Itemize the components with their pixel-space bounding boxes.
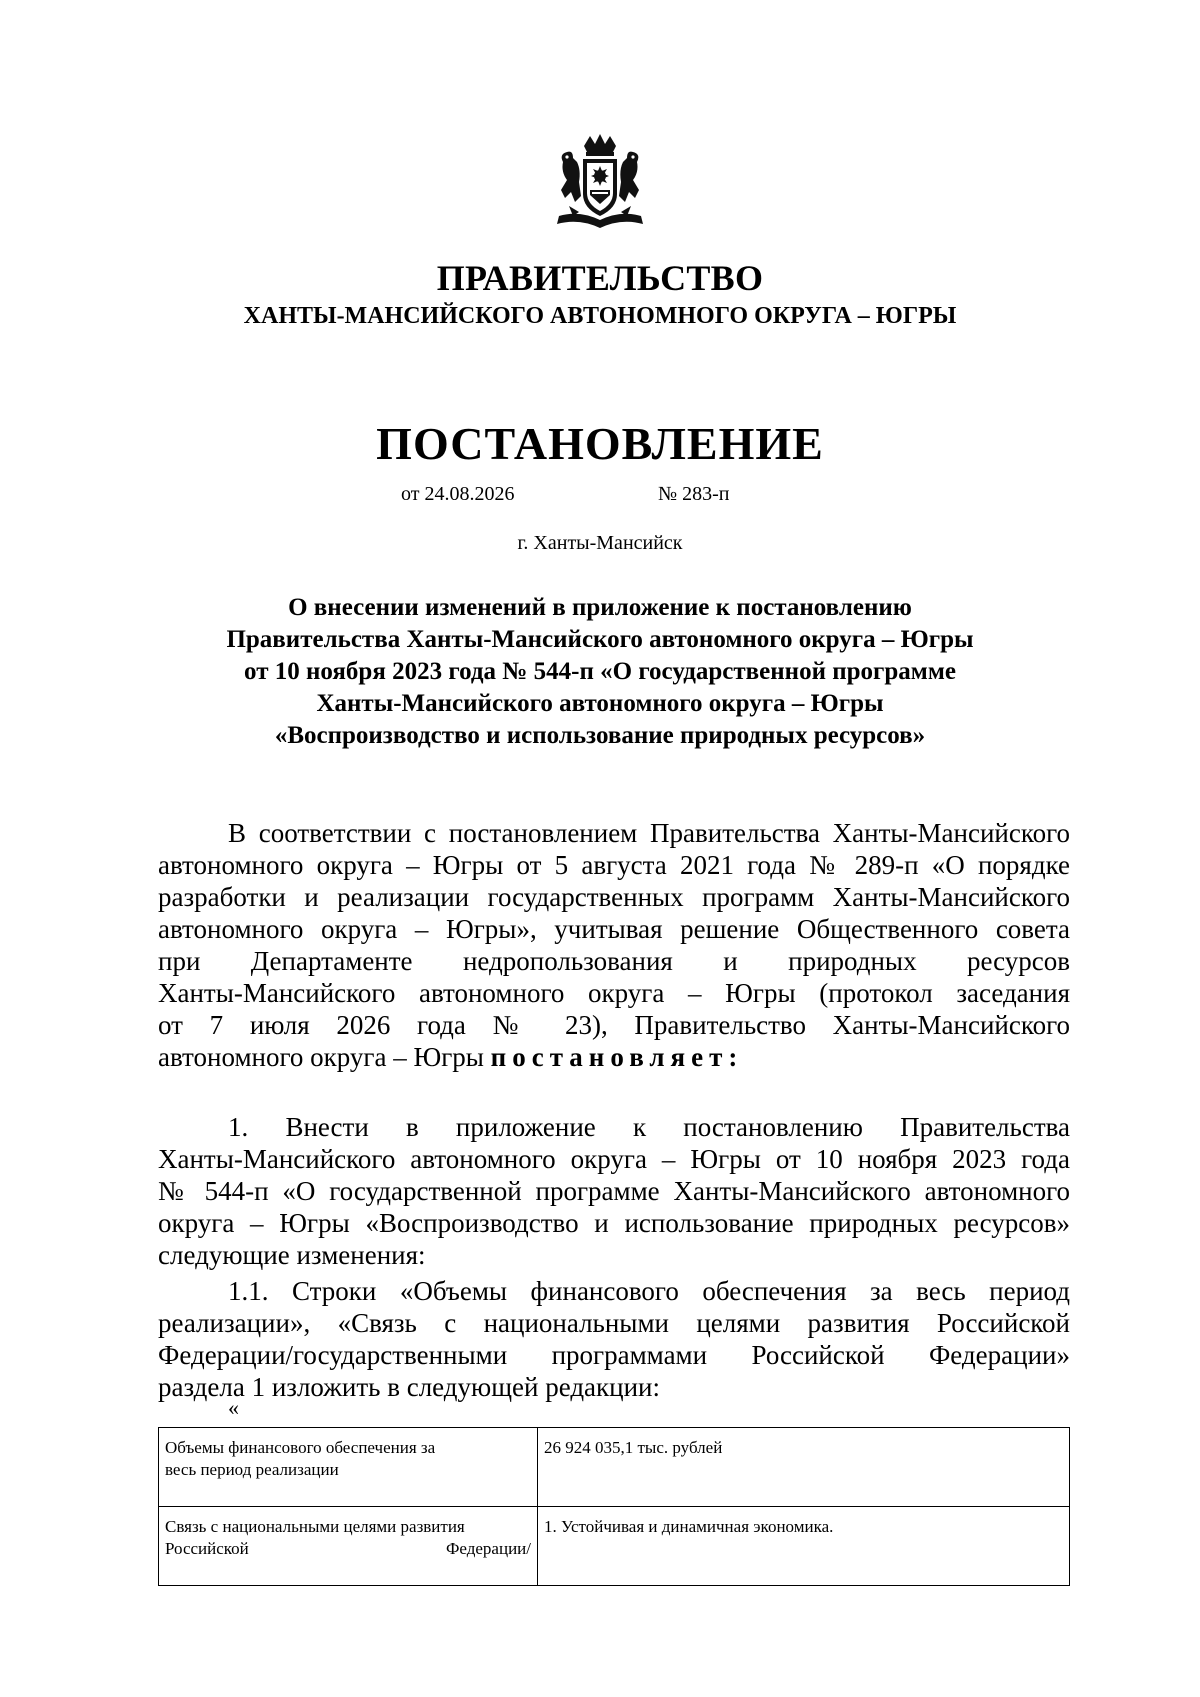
document-type: ПОСТАНОВЛЕНИЕ	[376, 418, 824, 469]
preamble-line-prefix: автономного округа – Югры	[158, 1042, 491, 1072]
government-title: ПРАВИТЕЛЬСТВО	[436, 258, 764, 298]
table-value-cell: 1. Устойчивая и динамичная экономика.	[538, 1507, 1070, 1586]
preamble-line: разработки и реализации государственных программ Ханты-Мансийского	[158, 882, 1070, 912]
table-label-line: весь период реализации	[165, 1460, 339, 1479]
item-line: Федерации/государственными программами Российской Федерации»	[158, 1340, 1070, 1370]
preamble-line: В соответствии с постановлением Правительства Ханты-Мансийского	[228, 818, 1070, 848]
subject-line: Ханты-Мансийского автономного округа – Югры	[316, 690, 884, 717]
document-date: от 24.08.2026	[401, 483, 515, 505]
preamble-line: автономного округа – Югры», учитывая решение Общественного совета	[158, 914, 1070, 944]
opening-quote: «	[228, 1395, 239, 1420]
preamble-line: Ханты-Мансийского автономного округа – Югры (протокол заседания	[158, 978, 1070, 1008]
item-line: следующие изменения:	[158, 1240, 426, 1270]
item-line: 1.1. Строки «Объемы финансового обеспечения за весь период	[228, 1276, 1070, 1306]
table-label-line: Объемы финансового обеспечения за	[165, 1438, 436, 1457]
table-label-line: Связь с национальными целями развития	[165, 1517, 465, 1536]
item-1-paragraph	[158, 1111, 1070, 1271]
coat-of-arms-icon	[549, 132, 651, 234]
preamble-paragraph	[158, 817, 1070, 1073]
item-line: раздела 1 изложить в следующей редакции:	[158, 1372, 661, 1402]
government-region: ХАНТЫ-МАНСИЙСКОГО АВТОНОМНОГО ОКРУГА – ЮГРЫ	[243, 303, 957, 329]
subject-line: О внесении изменений в приложение к постановлению	[288, 594, 912, 621]
table-label-line: Российской Федерации/	[165, 1539, 531, 1558]
subject-line: Правительства Ханты-Мансийского автономного округа – Югры	[226, 626, 974, 653]
document-subject	[150, 592, 1050, 752]
item-1-1-paragraph	[158, 1275, 1070, 1403]
table-value-cell: 26 924 035,1 тыс. рублей	[538, 1428, 1070, 1507]
item-line: реализации», «Связь с национальными целями развития Российской	[158, 1308, 1070, 1338]
subject-line: «Воспроизводство и использование природных ресурсов»	[274, 722, 926, 749]
decree-word: постановляет:	[490, 1042, 744, 1072]
item-line: 1. Внести в приложение к постановлению Правительства	[228, 1112, 1070, 1142]
preamble-line: автономного округа – Югры от 5 августа 2021 года № 289-п «О порядке	[158, 850, 1070, 880]
item-line: № 544-п «О государственной программе Ханты-Мансийского автономного	[158, 1176, 1070, 1206]
preamble-line: от 7 июля 2026 года № 23), Правительство Ханты-Мансийского	[158, 1010, 1070, 1040]
item-line: Ханты-Мансийского автономного округа – Югры от 10 ноября 2023 года	[158, 1144, 1070, 1174]
preamble-last-line	[158, 1041, 1070, 1073]
financing-table	[158, 1427, 1070, 1586]
table-row	[159, 1428, 1070, 1507]
table-row	[159, 1507, 1070, 1586]
table-label-cell	[159, 1428, 538, 1507]
document-city: г. Ханты-Мансийск	[517, 532, 683, 554]
table-label-cell	[159, 1507, 538, 1586]
preamble-line: при Департаменте недропользования и природных ресурсов	[158, 946, 1070, 976]
subject-line: от 10 ноября 2023 года № 544-п «О государственной программе	[244, 658, 956, 685]
item-line: округа – Югры «Воспроизводство и использование природных ресурсов»	[158, 1208, 1070, 1238]
document-number: № 283-п	[658, 483, 730, 505]
